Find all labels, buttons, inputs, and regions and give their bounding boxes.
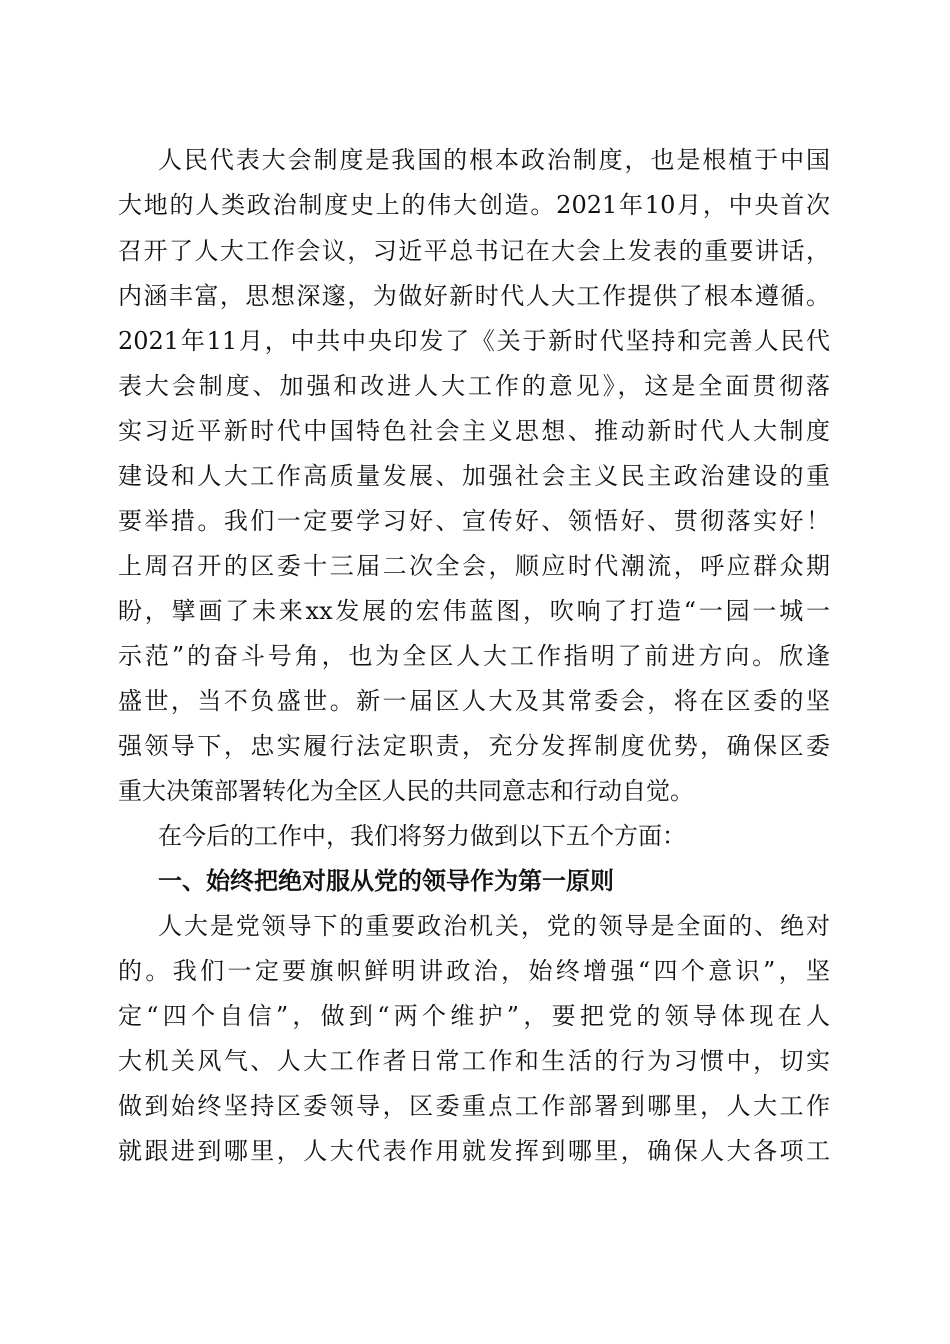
text-line: 实习近平新时代中国特色社会主义思想、推动新时代人大制度: [118, 417, 830, 445]
text-line: 就跟进到哪里，人大代表作用就发挥到哪里，确保人大各项工: [118, 1137, 830, 1165]
text-line: 在今后的工作中，我们将努力做到以下五个方面：: [158, 822, 686, 850]
text-line: 定“四个自信”，做到“两个维护”，要把党的领导体现在人: [118, 1002, 830, 1030]
text-line: 大机关风气、人大工作者日常工作和生活的行为习惯中，切实: [118, 1047, 830, 1075]
text-line: 要举措。我们一定要学习好、宣传好、领悟好、贯彻落实好！: [118, 507, 830, 535]
text-line: 人大是党领导下的重要政治机关，党的领导是全面的、绝对: [158, 912, 830, 940]
text-line: 内涵丰富，思想深邃，为做好新时代人大工作提供了根本遵循。: [118, 282, 830, 310]
text-line: 做到始终坚持区委领导，区委重点工作部署到哪里，人大工作: [118, 1092, 830, 1120]
section-heading: 一、始终把绝对服从党的领导作为第一原则: [158, 867, 614, 895]
text-line: 示范”的奋斗号角，也为全区人大工作指明了前进方向。欣逢: [118, 642, 830, 670]
text-line: 表大会制度、加强和改进人大工作的意见》，这是全面贯彻落: [118, 372, 830, 400]
text-line: 大地的人类政治制度史上的伟大创造。2021年10月，中央首次: [118, 191, 830, 219]
text-line: 的。我们一定要旗帜鲜明讲政治，始终增强“四个意识”，坚: [118, 957, 830, 985]
text-line: 2021年11月，中共中央印发了《关于新时代坚持和完善人民代: [118, 327, 830, 355]
text-line: 上周召开的区委十三届二次全会，顺应时代潮流，呼应群众期: [118, 552, 830, 580]
text-line: 召开了人大工作会议，习近平总书记在大会上发表的重要讲话，: [118, 237, 830, 265]
text-line: 建设和人大工作高质量发展、加强社会主义民主政治建设的重: [118, 462, 830, 490]
text-line: 盼，擘画了未来xx发展的宏伟蓝图，吹响了打造“一园一城一: [118, 597, 830, 625]
text-line: 人民代表大会制度是我国的根本政治制度，也是根植于中国: [158, 146, 830, 174]
text-line: 强领导下，忠实履行法定职责，充分发挥制度优势，确保区委: [118, 732, 830, 760]
text-line: 盛世，当不负盛世。新一届区人大及其常委会，将在区委的坚: [118, 687, 830, 715]
text-line: 重大决策部署转化为全区人民的共同意志和行动自觉。: [118, 777, 694, 805]
